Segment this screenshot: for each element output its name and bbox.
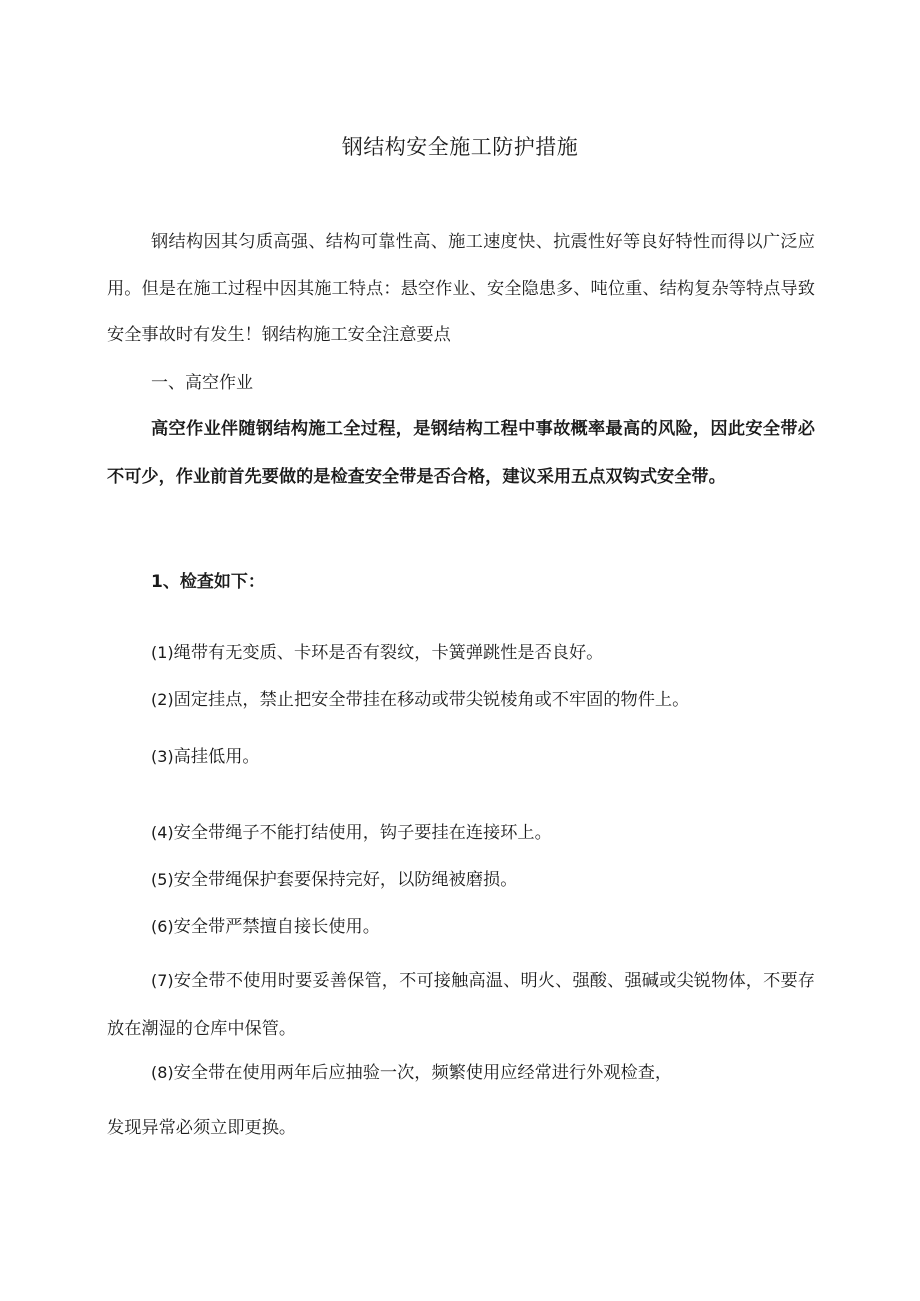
checklist-item (107, 680, 815, 720)
item-text: 绳带有无变质、卡环是否有裂纹，卡簧弹跳性是否良好。 (173, 643, 604, 663)
checklist-item (107, 860, 815, 900)
checklist-item-continuation: 发现异常必须立即更换。 (107, 1118, 297, 1138)
section-paragraph: 高空作业伴随钢结构施工全过程，是钢结构工程中事故概率最高的风险，因此安全带必不可少，作业前首先要做的是检查安全带是否合格，建议采用五点双钩式安全带。 (107, 419, 815, 487)
checklist-item (107, 813, 815, 853)
item-number: (3) (151, 747, 174, 766)
checklist-item (107, 907, 815, 947)
intro-paragraph: 钢结构因其匀质高强、结构可靠性高、施工速度快、抗震性好等良好特性而得以广泛应用。但是在施工过程中因其施工特点：悬空作业、安全隐患多、吨位重、结构复杂等特点导致安全事故时有发生！钢结构施工安全注意要点 (107, 232, 815, 345)
item-text: 安全带严禁擅自接长使用。 (173, 917, 380, 937)
item-number: (4) (151, 823, 174, 842)
checklist-item (107, 737, 815, 777)
item-text: 安全带绳保护套要保持完好，以防绳被磨损。 (173, 870, 518, 890)
item-text: 安全带不使用时要妥善保管，不可接触高温、明火、强酸、强碱或尖锐物体，不要存放在潮湿的仓库中保管。 (107, 971, 815, 1039)
item-text: 高挂低用。 (173, 747, 260, 767)
item-text: 安全带绳子不能打结使用，钩子要挂在连接环上。 (173, 823, 552, 843)
checklist-item (107, 633, 815, 673)
item-number: (8) (151, 1063, 174, 1082)
item-number: (1) (151, 643, 174, 662)
item-number: (7) (151, 971, 174, 990)
section-heading-high-altitude: 一、高空作业 (151, 373, 253, 393)
item-number: (2) (151, 690, 174, 709)
checklist-item (107, 1053, 815, 1093)
item-number: (5) (151, 870, 174, 889)
item-text: 安全带在使用两年后应抽验一次，频繁使用应经常进行外观检查， (173, 1063, 673, 1083)
checklist-heading: 1、检查如下： (151, 572, 265, 592)
item-text: 固定挂点，禁止把安全带挂在移动或带尖锐棱角或不牢固的物件上。 (173, 690, 690, 710)
checklist-item (107, 957, 815, 1053)
document-title: 钢结构安全施工防护措施 (341, 135, 579, 159)
item-number: (6) (151, 917, 174, 936)
